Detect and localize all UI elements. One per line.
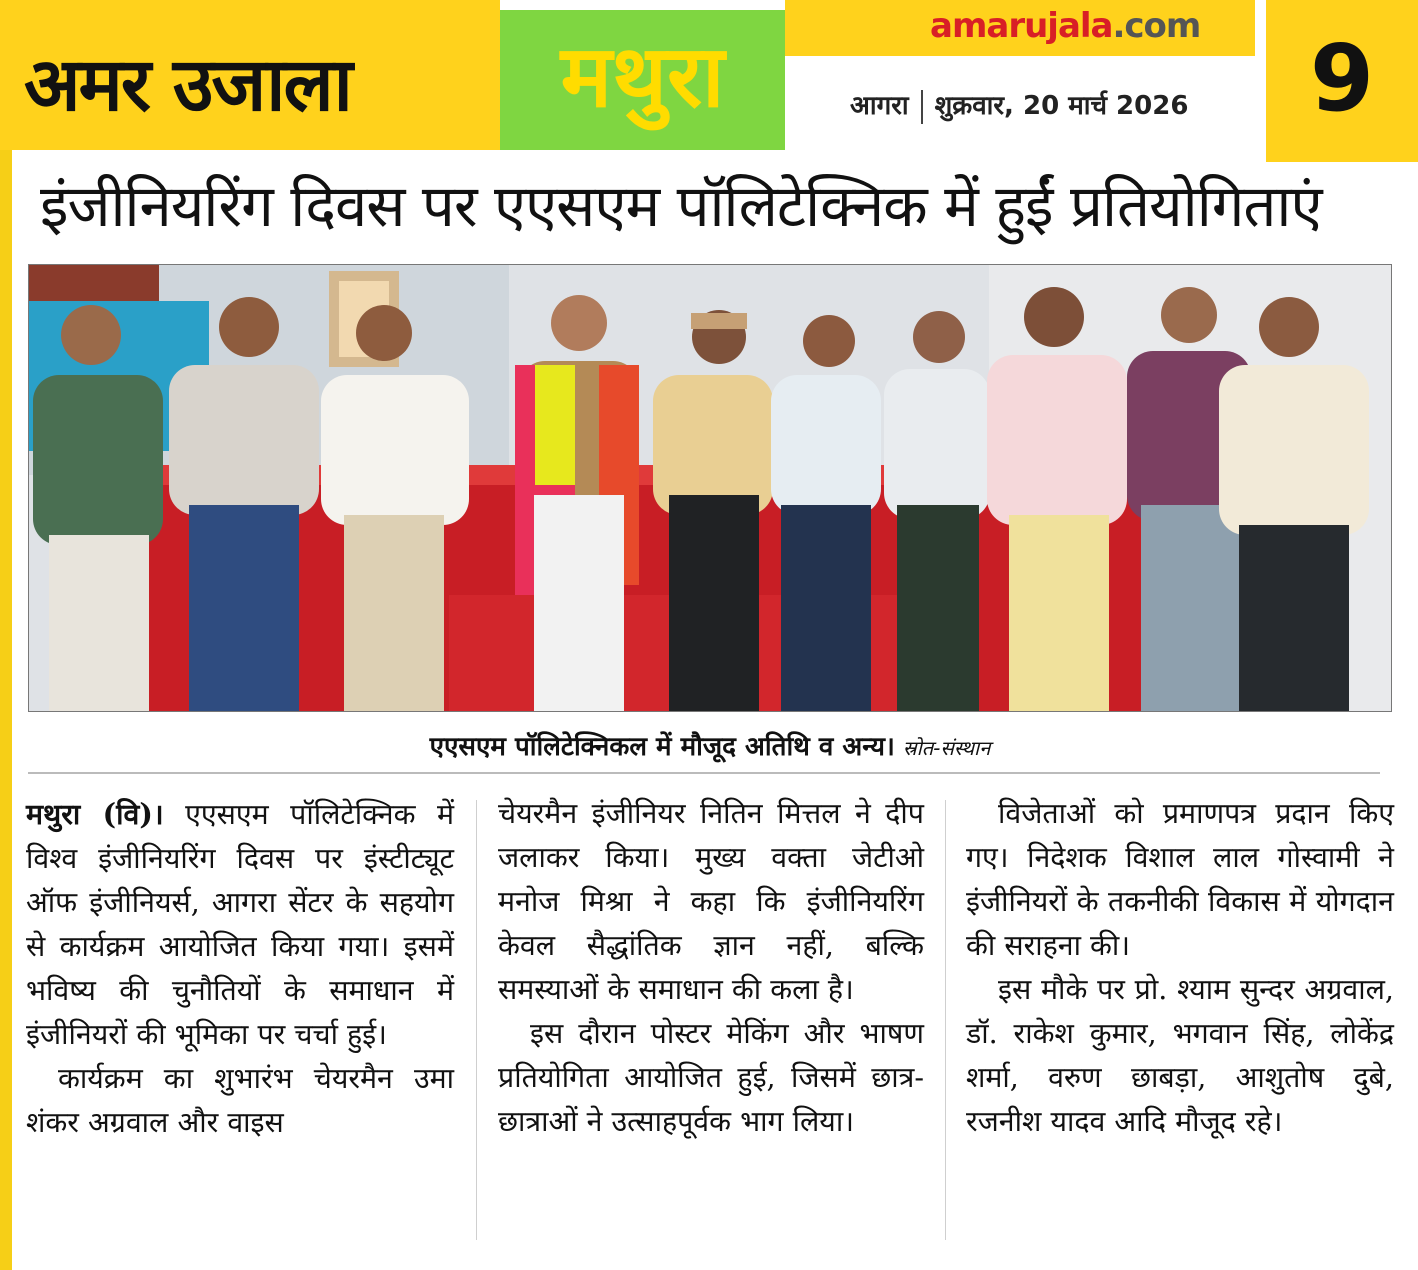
paragraph: इस मौके पर प्रो. श्याम सुन्दर अग्रवाल, डॉ. राकेश कुमार, भगवान सिंह, लोकेंद्र शर्मा, वरुण छाबड़ा, आशुतोष दुबे, रजनीश यादव आदि मौजूद रहे। <box>966 973 1394 1138</box>
paragraph: विजेताओं को प्रमाणपत्र प्रदान किए गए। निदेशक विशाल लाल गोस्वामी ने इंजीनियरों के तकनीकी विकास में योगदान की सराहना की। <box>966 797 1394 962</box>
caption-text: एएसएम पॉलिटेक्निकल में मौजूद अतिथि व अन्य। <box>429 732 895 762</box>
caption-divider <box>28 772 1380 774</box>
newspaper-logo: अमर उजाला <box>24 42 351 128</box>
news-photo <box>28 264 1392 712</box>
column-divider <box>476 800 477 1240</box>
region: आगरा <box>850 91 909 121</box>
edition-city: मथुरा <box>560 27 725 127</box>
dateline-divider <box>921 90 923 124</box>
issue-date: शुक्रवार, 20 मार्च 2026 <box>934 91 1189 121</box>
paragraph: चेयरमैन इंजीनियर नितिन मित्तल ने दीप जलाकर किया। मुख्य वक्ता जेटीओ मनोज मिश्रा ने कहा कि इंजीनियरिंग केवल सैद्धांतिक ज्ञान नहीं, बल्कि समस्याओं के समाधान की कला है। <box>498 797 924 1006</box>
article-dateline: मथुरा (वि)। <box>26 797 164 831</box>
website-name: amarujala <box>930 6 1113 46</box>
group-photo-illustration <box>29 265 1392 712</box>
website-domain: .com <box>1112 6 1201 46</box>
website-link[interactable] <box>930 4 1250 48</box>
photo-caption <box>100 724 1320 770</box>
article-column-1 <box>26 792 454 1252</box>
paragraph: कार्यक्रम का शुभारंभ चेयरमैन उमा शंकर अग्रवाल और वाइस <box>26 1062 454 1139</box>
paragraph <box>26 792 454 1057</box>
headline: इंजीनियरिंग दिवस पर एएसएम पॉलिटेक्निक में हुईं प्रतियोगिताएं <box>40 172 1322 240</box>
article-column-3 <box>966 792 1394 1252</box>
article-column-2 <box>498 792 924 1252</box>
dateline <box>850 84 1250 128</box>
page-number: 9 <box>1309 25 1374 132</box>
column-divider <box>945 800 946 1240</box>
paragraph: इस दौरान पोस्टर मेकिंग और भाषण प्रतियोगिता आयोजित हुई, जिसमें छात्र-छात्राओं ने उत्साहपूर्वक भाग लिया। <box>498 1017 924 1138</box>
caption-source: स्रोत-संस्थान <box>902 736 991 760</box>
paragraph-text: एएसएम पॉलिटेक्निक में विश्व इंजीनियरिंग दिवस पर इंस्टीट्यूट ऑफ इंजीनियर्स, आगरा सेंटर के सहयोग से कार्यक्रम आयोजित किया गया। इसमें भविष्य की चुनौतियों के समाधान में इंजीनियरों की भूमिका पर चर्चा हुई। <box>26 798 454 1051</box>
edge-strip <box>0 0 12 1270</box>
